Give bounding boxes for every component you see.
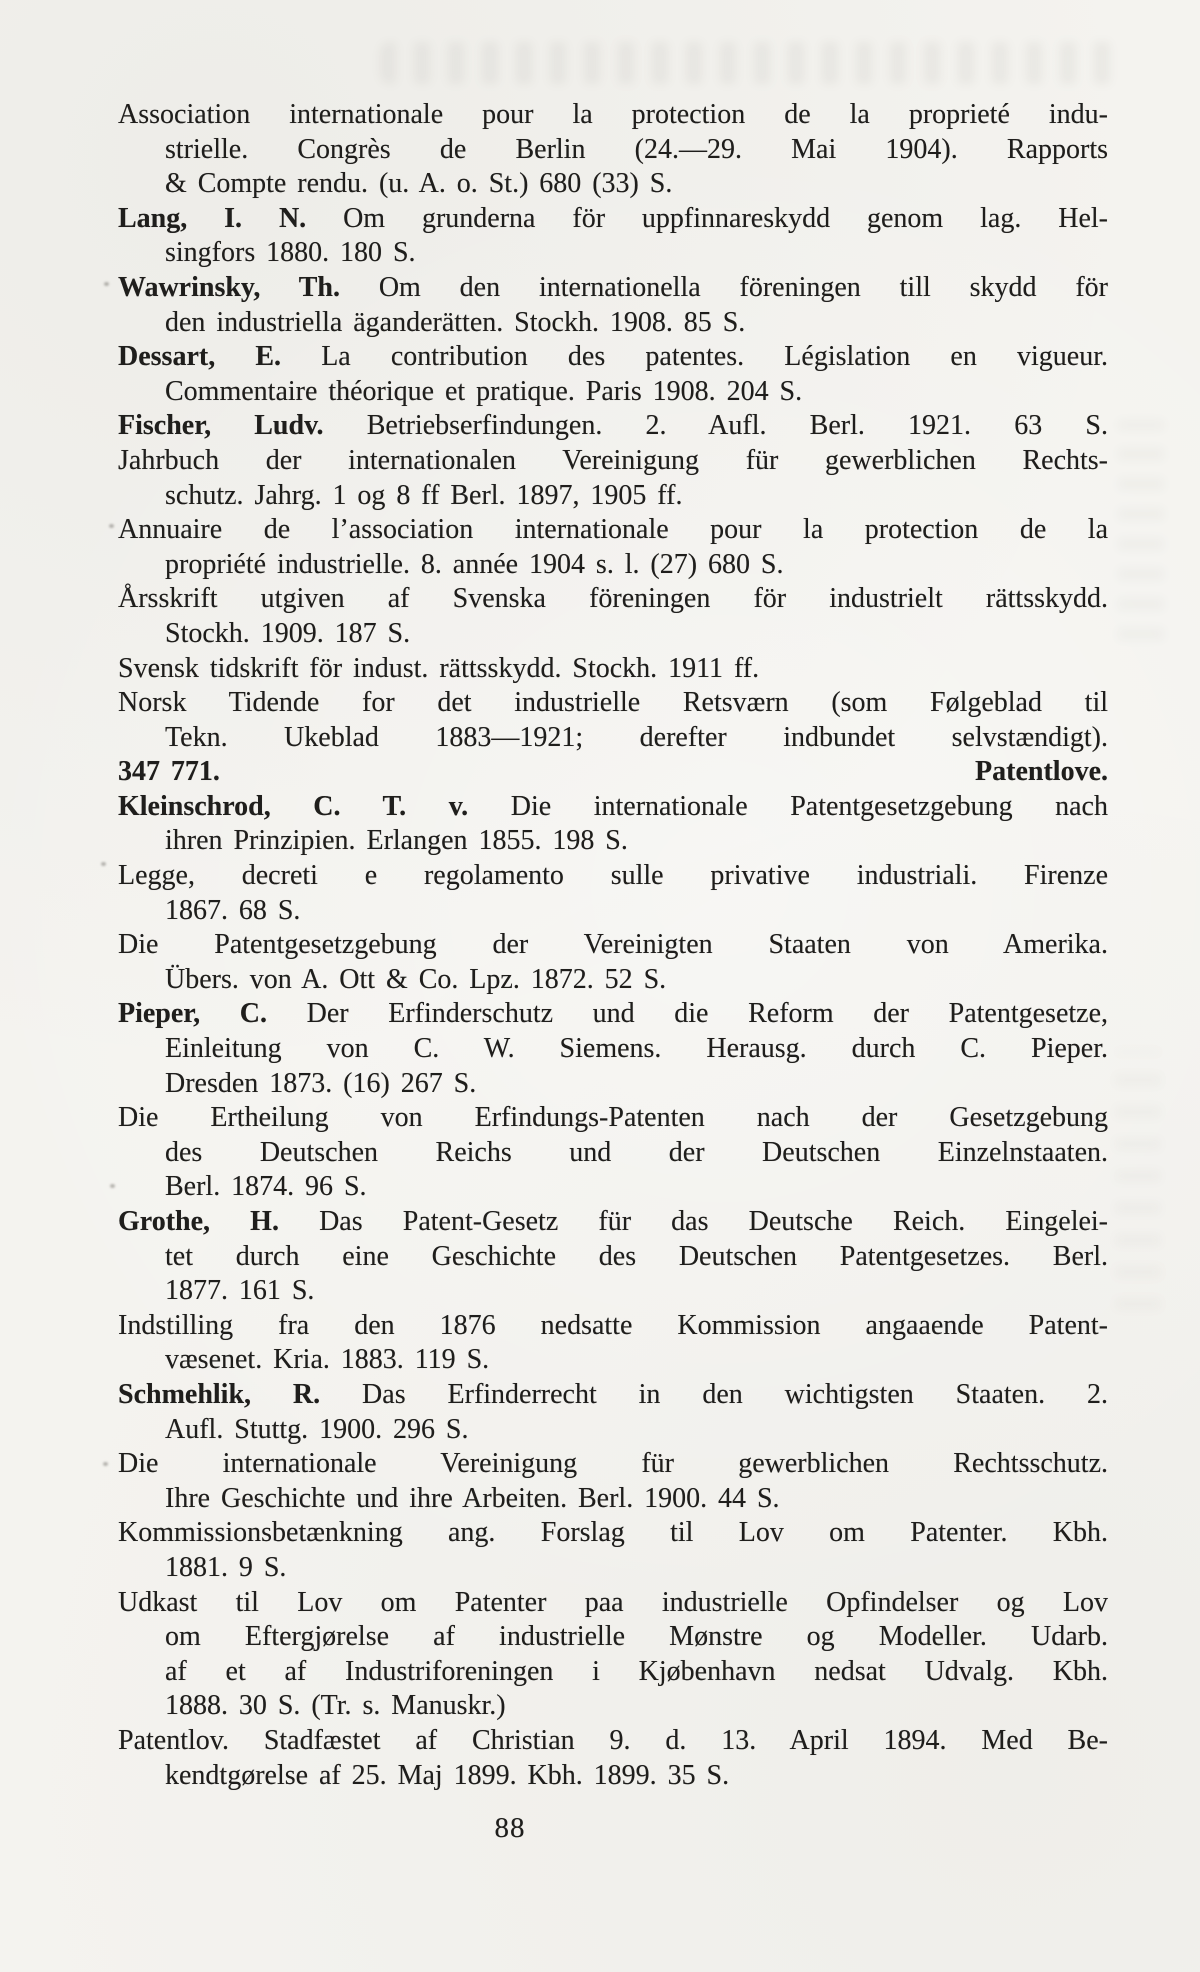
bibliography-entry-line [118, 1274, 1108, 1309]
bibliography-entry-line [118, 1586, 1108, 1621]
entry-author: Schmehlik, R. [118, 1378, 321, 1410]
bibliography-entry-line [118, 1759, 1108, 1794]
scan-speck [110, 1184, 115, 1188]
entry-text: Udkast til Lov om Patenter paa industrielle Opfindelser og Lov [118, 1586, 1108, 1618]
entry-text: Svensk tidskrift för indust. rättsskydd. Stockh. 1911 ff. [118, 652, 760, 684]
entry-text: des Deutschen Reichs und der Deutschen Einzelnstaaten. [165, 1136, 1108, 1168]
entry-text: kendtgørelse af 25. Maj 1899. Kbh. 1899. 35 S. [165, 1759, 730, 1791]
entry-author: Pieper, C. [118, 998, 268, 1030]
entry-text: Commentaire théorique et pratique. Paris 1908. 204 S. [165, 375, 803, 407]
entry-text: Die internationale Vereinigung für gewerblichen Rechtsschutz. [118, 1448, 1108, 1480]
entry-text: om Eftergjørelse af industrielle Mønstre og Modeller. Udarb. [165, 1621, 1108, 1653]
entry-text: Kommissionsbetænkning ang. Forslag til Lov om Patenter. Kbh. [118, 1517, 1108, 1549]
bibliography-entry-line [118, 652, 1108, 687]
entry-text: Norsk Tidende for det industrielle Retsværn (som Følgeblad til [118, 687, 1108, 719]
bibliography-entry-line [118, 1309, 1108, 1344]
bibliography-entry-line [118, 1655, 1108, 1690]
bibliography-entry-line [118, 1101, 1108, 1136]
bibliography-entry-line [118, 409, 1108, 444]
entry-text: Tekn. Ukeblad 1883—1921; derefter indbundet selvstændigt). [165, 721, 1108, 753]
bibliography-entry-line [118, 98, 1108, 133]
bibliography-entry-line [118, 236, 1108, 271]
entry-text: Ihre Geschichte und ihre Arbeiten. Berl. 1900. 44 S. [165, 1482, 780, 1514]
bibliography-entry-line [118, 513, 1108, 548]
entry-text: propriété industrielle. 8. année 1904 s. l. (27) 680 S. [165, 548, 784, 580]
section-title: Patentlove. [975, 756, 1108, 788]
entry-text: væsenet. Kria. 1883. 119 S. [165, 1344, 490, 1376]
bibliography-entry-line [118, 167, 1108, 202]
entry-text: Jahrbuch der internationalen Vereinigung für gewerblichen Rechts- [118, 444, 1108, 476]
bibliography-entry-line [118, 1240, 1108, 1275]
bibliography-entry-line [118, 1136, 1108, 1171]
bibliography-entry-line [118, 1551, 1108, 1586]
entry-text: & Compte rendu. (u. A. o. St.) 680 (33) S. [165, 168, 673, 200]
scan-speck [104, 282, 109, 286]
entry-author: Dessart, E. [118, 341, 282, 373]
entry-text: Übers. von A. Ott & Co. Lpz. 1872. 52 S. [165, 963, 667, 995]
entry-text: 1888. 30 S. (Tr. s. Manuskr.) [165, 1690, 506, 1722]
bibliography-entry-line [118, 928, 1108, 963]
entry-text: Patentlov. Stadfæstet af Christian 9. d. 13. April 1894. Med Be- [118, 1724, 1108, 1756]
bibliography-entry-line [118, 686, 1108, 721]
entry-text: Die Ertheilung von Erfindungs-Patenten nach der Gesetzgebung [118, 1102, 1108, 1134]
bibliography-entry-line [118, 790, 1108, 825]
bibliography-entry-line [118, 963, 1108, 998]
bibliography-entry-line [118, 1205, 1108, 1240]
entry-text: Aufl. Stuttg. 1900. 296 S. [165, 1413, 469, 1445]
scan-speck [101, 862, 106, 866]
bibliography-entry-line [118, 1516, 1108, 1551]
bibliography-entry-line [118, 617, 1108, 652]
print-bleedthrough [1115, 1050, 1161, 1310]
page-number: 88 [494, 1812, 526, 1844]
bibliography-entry-line [118, 582, 1108, 617]
entry-text: Årsskrift utgiven af Svenska föreningen för industrielt rättsskydd. [118, 583, 1108, 615]
bibliography-entry-line [118, 1447, 1108, 1482]
entry-text: den industriella äganderätten. Stockh. 1908. 85 S. [165, 306, 746, 338]
bibliography-entry-line [118, 1343, 1108, 1378]
bibliography-entry-line [118, 859, 1108, 894]
entry-text: 1867. 68 S. [165, 894, 301, 926]
entry-text: Association internationale pour la protection de la proprieté indu- [118, 99, 1108, 130]
entry-text: tet durch eine Geschichte des Deutschen Patentgesetzes. Berl. [165, 1240, 1108, 1272]
bibliography-entry-line [118, 1413, 1108, 1448]
entry-text: Stockh. 1909. 187 S. [165, 617, 411, 649]
entry-text: strielle. Congrès de Berlin (24.—29. Mai 1904). Rapports [165, 133, 1108, 165]
entry-text: Legge, decreti e regolamento sulle privative industriali. Firenze [118, 860, 1108, 892]
entry-text: Das Patent-Gesetz für das Deutsche Reich. Eingelei- [278, 1206, 1109, 1237]
entry-text: Indstilling fra den 1876 nedsatte Kommission angaaende Patent- [118, 1309, 1108, 1341]
bibliography-entry-line [118, 721, 1108, 756]
entry-text: singfors 1880. 180 S. [165, 237, 416, 269]
entry-text: af et af Industriforeningen i Kjøbenhavn nedsat Udvalg. Kbh. [165, 1655, 1108, 1687]
bibliography-entry-line [118, 1482, 1108, 1517]
bibliography-entry-line [118, 548, 1108, 583]
bibliography-entry-line [118, 202, 1108, 237]
bibliography-entry-line [118, 1724, 1108, 1759]
entry-text: 1877. 161 S. [165, 1275, 315, 1307]
bibliography-entry-line [118, 133, 1108, 168]
bibliography-entry-line [118, 271, 1108, 306]
entry-text: Einleitung von C. W. Siemens. Herausg. durch C. Pieper. [165, 1033, 1108, 1065]
bibliography-entry-line [118, 306, 1108, 341]
bibliography-entry-line [118, 1378, 1108, 1413]
print-bleedthrough [1118, 420, 1164, 640]
bibliography-entry-line [118, 1689, 1108, 1724]
entry-author: Kleinschrod, C. T. v. [118, 790, 469, 822]
entry-text: schutz. Jahrg. 1 og 8 ff Berl. 1897, 1905 ff. [165, 479, 683, 511]
bibliography-entry-line [118, 1032, 1108, 1067]
bibliography-entry-line [118, 1067, 1108, 1102]
entry-text: Annuaire de l’association internationale pour la protection de la [118, 514, 1108, 546]
bibliography-entry-line [118, 894, 1108, 929]
scan-speck [109, 524, 114, 528]
scan-speck [103, 1462, 108, 1466]
entry-text: Der Erfinderschutz und die Reform der Patentgesetze, [267, 998, 1109, 1030]
entry-text: Berl. 1874. 96 S. [165, 1171, 367, 1203]
entry-text: Dresden 1873. (16) 267 S. [165, 1067, 477, 1099]
entry-text: ihren Prinzipien. Erlangen 1855. 198 S. [165, 825, 628, 857]
bibliography-text-block [118, 98, 1108, 1793]
entry-text: Die Patentgesetzgebung der Vereinigten Staaten von Amerika. [118, 929, 1108, 961]
bibliography-entry-line [118, 479, 1108, 514]
entry-author: Grothe, H. [118, 1206, 279, 1237]
bibliography-entry-line [118, 1620, 1108, 1655]
classification-number: 347 771. [118, 756, 220, 788]
entry-text: Betriebserfindungen. 2. Aufl. Berl. 1921. 63 S. [323, 410, 1108, 442]
entry-text: Om grunderna för uppfinnareskydd genom lag. Hel- [306, 202, 1108, 234]
bibliography-entry-line [118, 340, 1108, 375]
entry-author: Fischer, Ludv. [118, 410, 324, 442]
entry-text: La contribution des patentes. Législation en vigueur. [281, 341, 1108, 373]
entry-text: 1881. 9 S. [165, 1551, 287, 1583]
entry-text: Om den internationella föreningen till skydd för [339, 271, 1109, 303]
entry-text: Das Erfinderrecht in den wichtigsten Staaten. 2. [320, 1378, 1108, 1410]
print-bleedthrough [380, 42, 1120, 84]
bibliography-entry-line [118, 1170, 1108, 1205]
bibliography-entry-line [118, 375, 1108, 410]
bibliography-entry-line [118, 824, 1108, 859]
entry-text: Die internationale Patentgesetzgebung nach [468, 790, 1108, 822]
entry-author: Wawrinsky, Th. [118, 271, 340, 303]
bibliography-entry-line [118, 997, 1108, 1032]
entry-author: Lang, I. N. [118, 202, 307, 234]
classification-header [118, 755, 1108, 790]
bibliography-entry-line [118, 444, 1108, 479]
